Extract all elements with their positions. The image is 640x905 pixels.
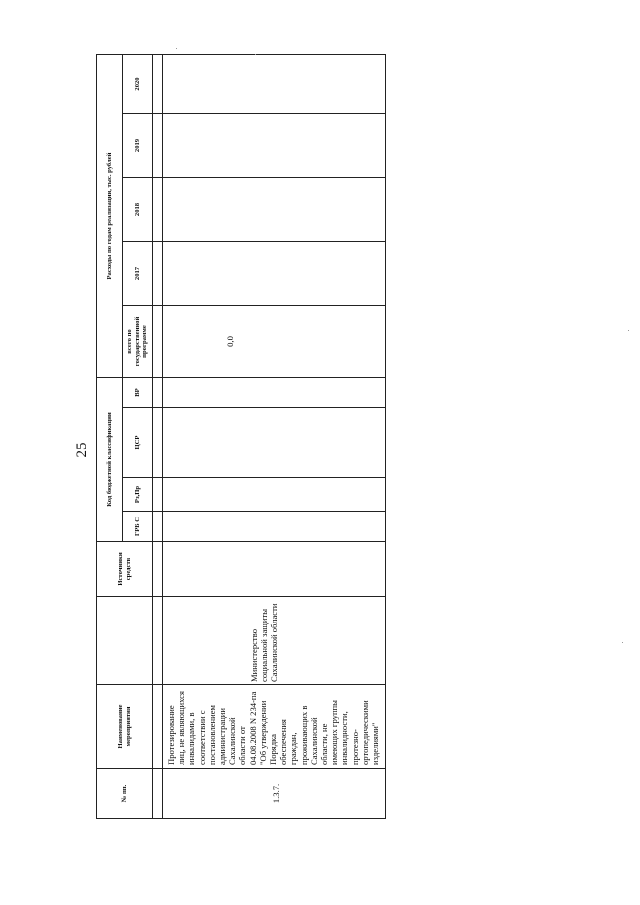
spacer-cell — [153, 597, 163, 685]
spacer-cell — [153, 478, 163, 512]
rotated-table-frame — [96, 55, 386, 819]
header-2019: 2019 — [123, 113, 153, 177]
header-source: Источники средств — [97, 542, 153, 597]
spacer-cell — [153, 305, 163, 377]
row-2017 — [163, 241, 386, 305]
row-vr — [163, 377, 386, 407]
spacer-cell — [153, 512, 163, 542]
row-total: 0,0 — [163, 305, 386, 377]
header-total: всего по государственной программе — [123, 305, 153, 377]
scan-speck — [628, 330, 629, 331]
scan-speck — [622, 642, 623, 643]
row-2020 — [163, 54, 386, 113]
row-csr — [163, 408, 386, 478]
row-rzpr — [163, 478, 386, 512]
spacer-cell — [153, 542, 163, 597]
spacer-cell — [153, 177, 163, 241]
row-source — [163, 542, 386, 597]
header-csr: ЦСР — [123, 408, 153, 478]
row-2019 — [163, 113, 386, 177]
scan-speck — [255, 54, 256, 55]
budget-table — [96, 54, 386, 819]
row-2018 — [163, 177, 386, 241]
header-vr: ВР — [123, 377, 153, 407]
header-rzpr: Рз,Пр — [123, 478, 153, 512]
header-2017: 2017 — [123, 241, 153, 305]
row-executor: Министерство социальной защиты Сахалинской области — [163, 597, 386, 685]
header-expense-group: Расходы по годам реализации, тыс. рублей — [97, 54, 123, 377]
spacer-cell — [153, 408, 163, 478]
header-code-group: Код бюджетной классификации — [97, 377, 123, 541]
header-grbs: ГРБ С — [123, 512, 153, 542]
scan-speck — [176, 48, 177, 49]
header-2020: 2020 — [123, 54, 153, 113]
spacer-cell — [153, 54, 163, 113]
page-number: 25 — [74, 442, 90, 458]
budget-table-wrapper — [96, 55, 386, 819]
row-grbs — [163, 512, 386, 542]
spacer-cell — [153, 241, 163, 305]
header-name: Наименование мероприятия — [97, 685, 153, 769]
row-name: Протезирование лиц, не являющихся инвалидами, в соответствии с постановлением администрации Сахалинской области от 04.08.2008 N 234-па "Об утверждении Порядка обеспечения граждан, проживающих в Сахалинской области, не имеющих группы инвалидности, протезно-ортопедическими изделиями" — [163, 685, 386, 769]
row-number: 1.3.7. — [163, 769, 386, 819]
spacer-cell — [153, 113, 163, 177]
header-num: № пп. — [97, 769, 153, 819]
spacer-cell — [153, 685, 163, 769]
spacer-cell — [153, 377, 163, 407]
table-row-spacer — [153, 54, 163, 818]
header-executor-blank — [97, 597, 153, 685]
table-row — [163, 54, 386, 818]
spacer-cell — [153, 769, 163, 819]
header-2018: 2018 — [123, 177, 153, 241]
